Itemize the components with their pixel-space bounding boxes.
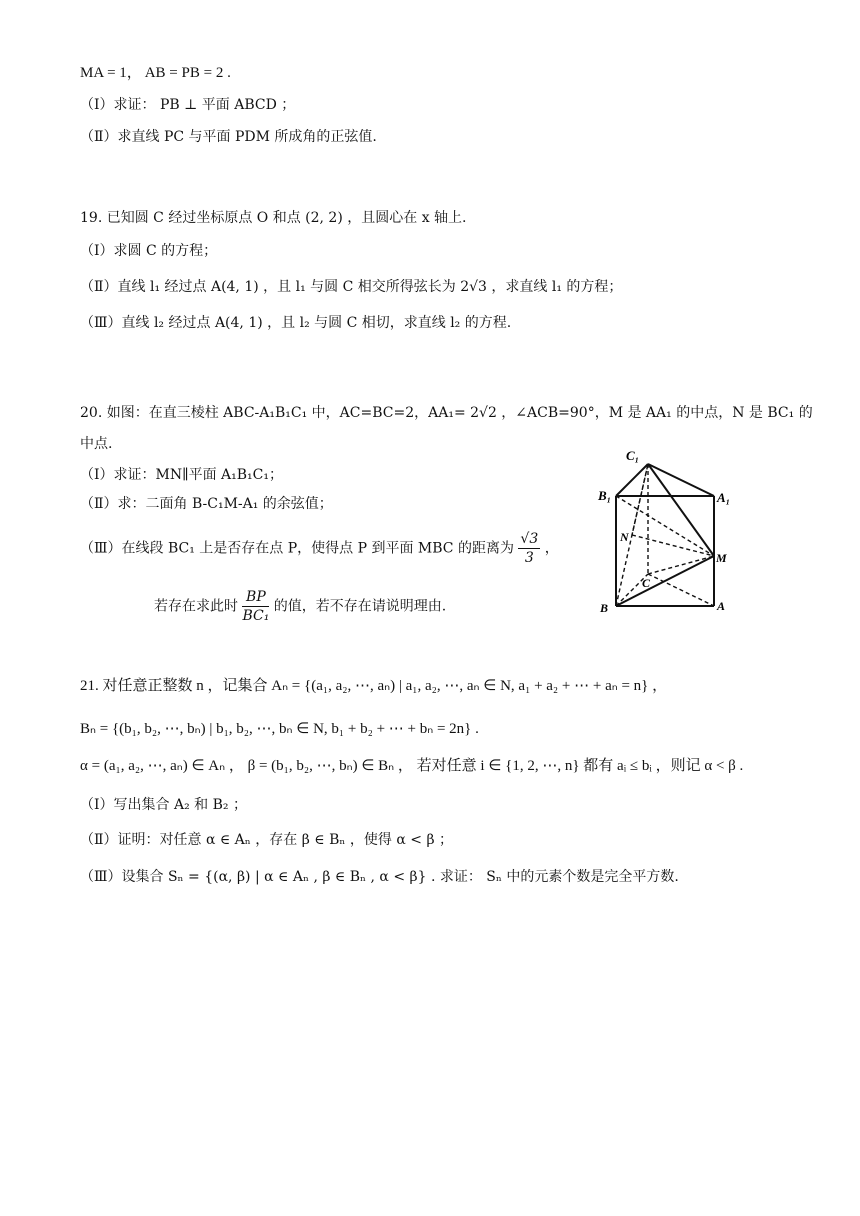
q20-part3 xyxy=(80,530,559,567)
q19-part3: （Ⅲ）直线 l₂ 经过点 A(4, 1) ，且 l₂ 与圆 C 相切，求直线 l₂ 的方程. xyxy=(80,315,512,331)
fraction-numerator: √3 xyxy=(520,531,539,547)
q18-given-line: MA = 1， AB = PB = 2 . xyxy=(80,65,231,81)
q20-part3-cont xyxy=(154,588,446,625)
label-a: A xyxy=(717,599,726,613)
q19-part2: （Ⅱ）直线 l₁ 经过点 A(4, 1) ，且 l₁ 与圆 C 相交所得弦长为 2√3 ，求直线 l₁ 的方程； xyxy=(80,279,623,295)
q20-part3-tail: ， xyxy=(544,540,559,557)
q20-part3-text: （Ⅲ）在线段 BC₁ 上是否存在点 P，使得点 P 到平面 MBC 的距离为 xyxy=(80,540,514,557)
q20-part3-fraction xyxy=(518,530,540,567)
label-c1: C₁ xyxy=(626,448,640,463)
q19-stem: 19. 已知圆 C 经过坐标原点 O 和点 (2, 2) ，且圆心在 x 轴上. xyxy=(80,210,467,226)
q18-part1: （Ⅰ）求证： PB ⊥ 平面 ABCD ； xyxy=(80,97,296,113)
q20-stem-cont: 中点. xyxy=(80,436,113,452)
q20-stem: 20. 如图：在直三棱柱 ABC-A₁B₁C₁ 中，AC=BC=2，AA₁= 2√2 ，∠ACB=90°，M 是 AA₁ 的中点，N 是 BC₁ 的 xyxy=(80,405,813,421)
label-c: C xyxy=(642,576,651,590)
q21-order-definition: α = (a₁, a₂, ⋯, aₙ) ∈ Aₙ ， β = (b₁, b₂, ⋯, bₙ) ∈ Bₙ ， 若对任意 i ∈ {1, 2, ⋯, n} 都有 aᵢ ≤ bᵢ ，则记 α < β . xyxy=(80,758,744,774)
q20-part1: （Ⅰ）求证：MN∥平面 A₁B₁C₁； xyxy=(80,467,283,483)
label-n: N xyxy=(620,530,629,544)
q20-part2: （Ⅱ）求：二面角 B-C₁M-A₁ 的余弦值； xyxy=(80,496,333,512)
q19-part1: （Ⅰ）求圆 C 的方程； xyxy=(80,243,218,259)
q21-part3: （Ⅲ）设集合 Sₙ = {(α, β) | α ∈ Aₙ , β ∈ Bₙ , α < β} . 求证： Sₙ 中的元素个数是完全平方数. xyxy=(80,869,679,885)
q20-part3-cont-text: 若存在求此时 xyxy=(154,598,238,615)
fraction-denominator: BC₁ xyxy=(242,608,270,624)
q21-stem: 21. 对任意正整数 n ，记集合 Aₙ = {(a₁, a₂, ⋯, aₙ) | a₁, a₂, ⋯, aₙ ∈ N, a₁ + a₂ + ⋯ + aₙ = n} ， xyxy=(80,678,668,694)
fraction-numerator: BP xyxy=(242,588,269,607)
q21-part1: （Ⅰ）写出集合 A₂ 和 B₂ ； xyxy=(80,797,247,813)
label-m: M xyxy=(716,551,727,565)
q21-part2: （Ⅱ）证明：对任意 α ∈ Aₙ ，存在 β ∈ Bₙ ，使得 α < β ； xyxy=(80,832,453,848)
label-b1: B₁ xyxy=(598,488,612,503)
label-a1: A₁ xyxy=(717,490,731,505)
q18-part2: （Ⅱ）求直线 PC 与平面 PDM 所成角的正弦值. xyxy=(80,129,377,145)
q20-part3-cont-tail: 的值，若不存在请说明理由. xyxy=(273,598,447,615)
q20-ratio-fraction xyxy=(242,588,269,625)
fraction-denominator: 3 xyxy=(524,550,534,566)
label-b: B xyxy=(600,601,609,614)
prism-figure xyxy=(596,444,736,614)
q21-set-b: Bₙ = {(b₁, b₂, ⋯, bₙ) | b₁, b₂, ⋯, bₙ ∈ N, b₁ + b₂ + ⋯ + bₙ = 2n} . xyxy=(80,721,479,737)
